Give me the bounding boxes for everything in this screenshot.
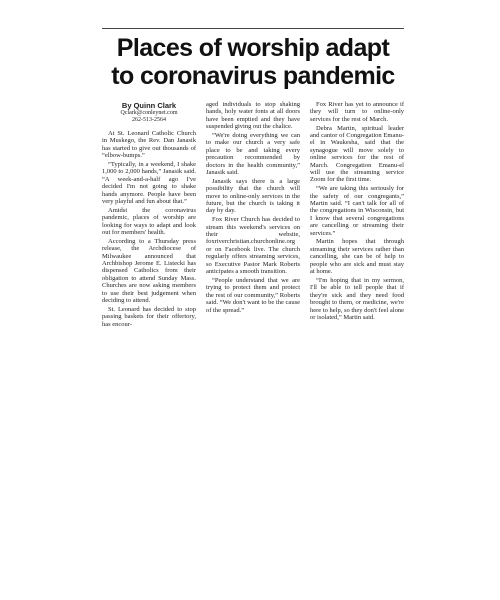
byline-phone: 262-513-2564 (132, 117, 166, 123)
paragraph: According to a Thursday press release, the Archdiocese of Milwaukee announced that Archbishop Jerome E. Listecki has dispensed Catholics from their obligation to attend Sunday Mass. Churches are now asking members to use their best judgement when deciding to attend. (102, 237, 196, 305)
column-2 (206, 101, 300, 330)
paragraph: Amidst the coronavirus pandemic, places of worship are looking for ways to adapt and look out for members' health. (102, 206, 196, 237)
paragraph: “We are taking this seriously for the safety of our congregants,” Martin said. “I can't talk for all of the congregations in Wisconsin, but I know that several congregations are cancelling or streaming their services.” (310, 185, 404, 237)
byline (102, 101, 196, 124)
top-rule (102, 28, 404, 29)
column-3 (310, 101, 404, 330)
byline-author: By Quinn Clark (121, 101, 177, 110)
headline-line-1: Places of worship adapt (116, 34, 390, 62)
paragraph: “We're doing everything we can to make our church a very safe place to be and taking every precaution recommended by doctors in the health community,” Janasik said. (206, 132, 300, 177)
byline-email: Qclark@conleynet.com (120, 110, 178, 116)
paragraph: “People understand that we are trying to protect them and protect the rest of our community,” Roberts said. “We don't want to be the cause of the spread.” (206, 276, 300, 314)
paragraph: Martin hopes that through streaming their services rather than cancelling, she can be of help to people who are sick and must stay at home. (310, 238, 404, 276)
headline (102, 34, 404, 90)
paragraph: At St. Leonard Catholic Church in Muskego, the Rev. Dan Janasik has started to give out thousands of “elbow-bumps.” (102, 130, 196, 160)
paragraph: “Typically, in a weekend, I shake 1,000 to 2,000 hands,” Janasik said. “A week-and-a-half ago I've decided I'm not going to shake hands anymore. People have been very playful and fun about that.” (102, 161, 196, 206)
paragraph: Janasik says there is a large possibility that the church will move to online-only services in the future, but the church is taking it day by day. (206, 177, 300, 215)
paragraph: “I'm hoping that in my sermon, I'll be able to tell people that if they're sick and they need food brought to them, or medicine, we're here to help, so they don't feel alone or isolated,” Martin said. (310, 276, 404, 321)
article-columns (102, 101, 404, 330)
paragraph: Fox River has yet to announce if they will turn to online-only services for the rest of March. (310, 101, 404, 123)
column-1 (102, 101, 196, 330)
headline-line-2: to coronavirus pandemic (111, 62, 395, 90)
paragraph: aged individuals to stop shaking hands, holy water fonts at all doors have been emptied and they have suspended giving out the chalice. (206, 101, 300, 131)
paragraph: St. Leonard has decided to stop passing baskets for their offertory, has encour- (102, 305, 196, 328)
newspaper-clipping (102, 28, 404, 394)
paragraph: Debra Martin, spiritual leader and cantor of Congregation Emanu-el in Waukesha, said that the synagogue will move solely to online services for the rest of March. Congregation Emanu-el will use the streaming service Zoom for the first time. (310, 124, 404, 184)
paragraph: Fox River Church has decided to stream this weekend's services on their website, foxriverchristian.churchonline.org or on Facebook live. The church regularly offers streaming services, so Executive Pastor Mark Roberts anticipates a smooth transition. (206, 216, 300, 276)
